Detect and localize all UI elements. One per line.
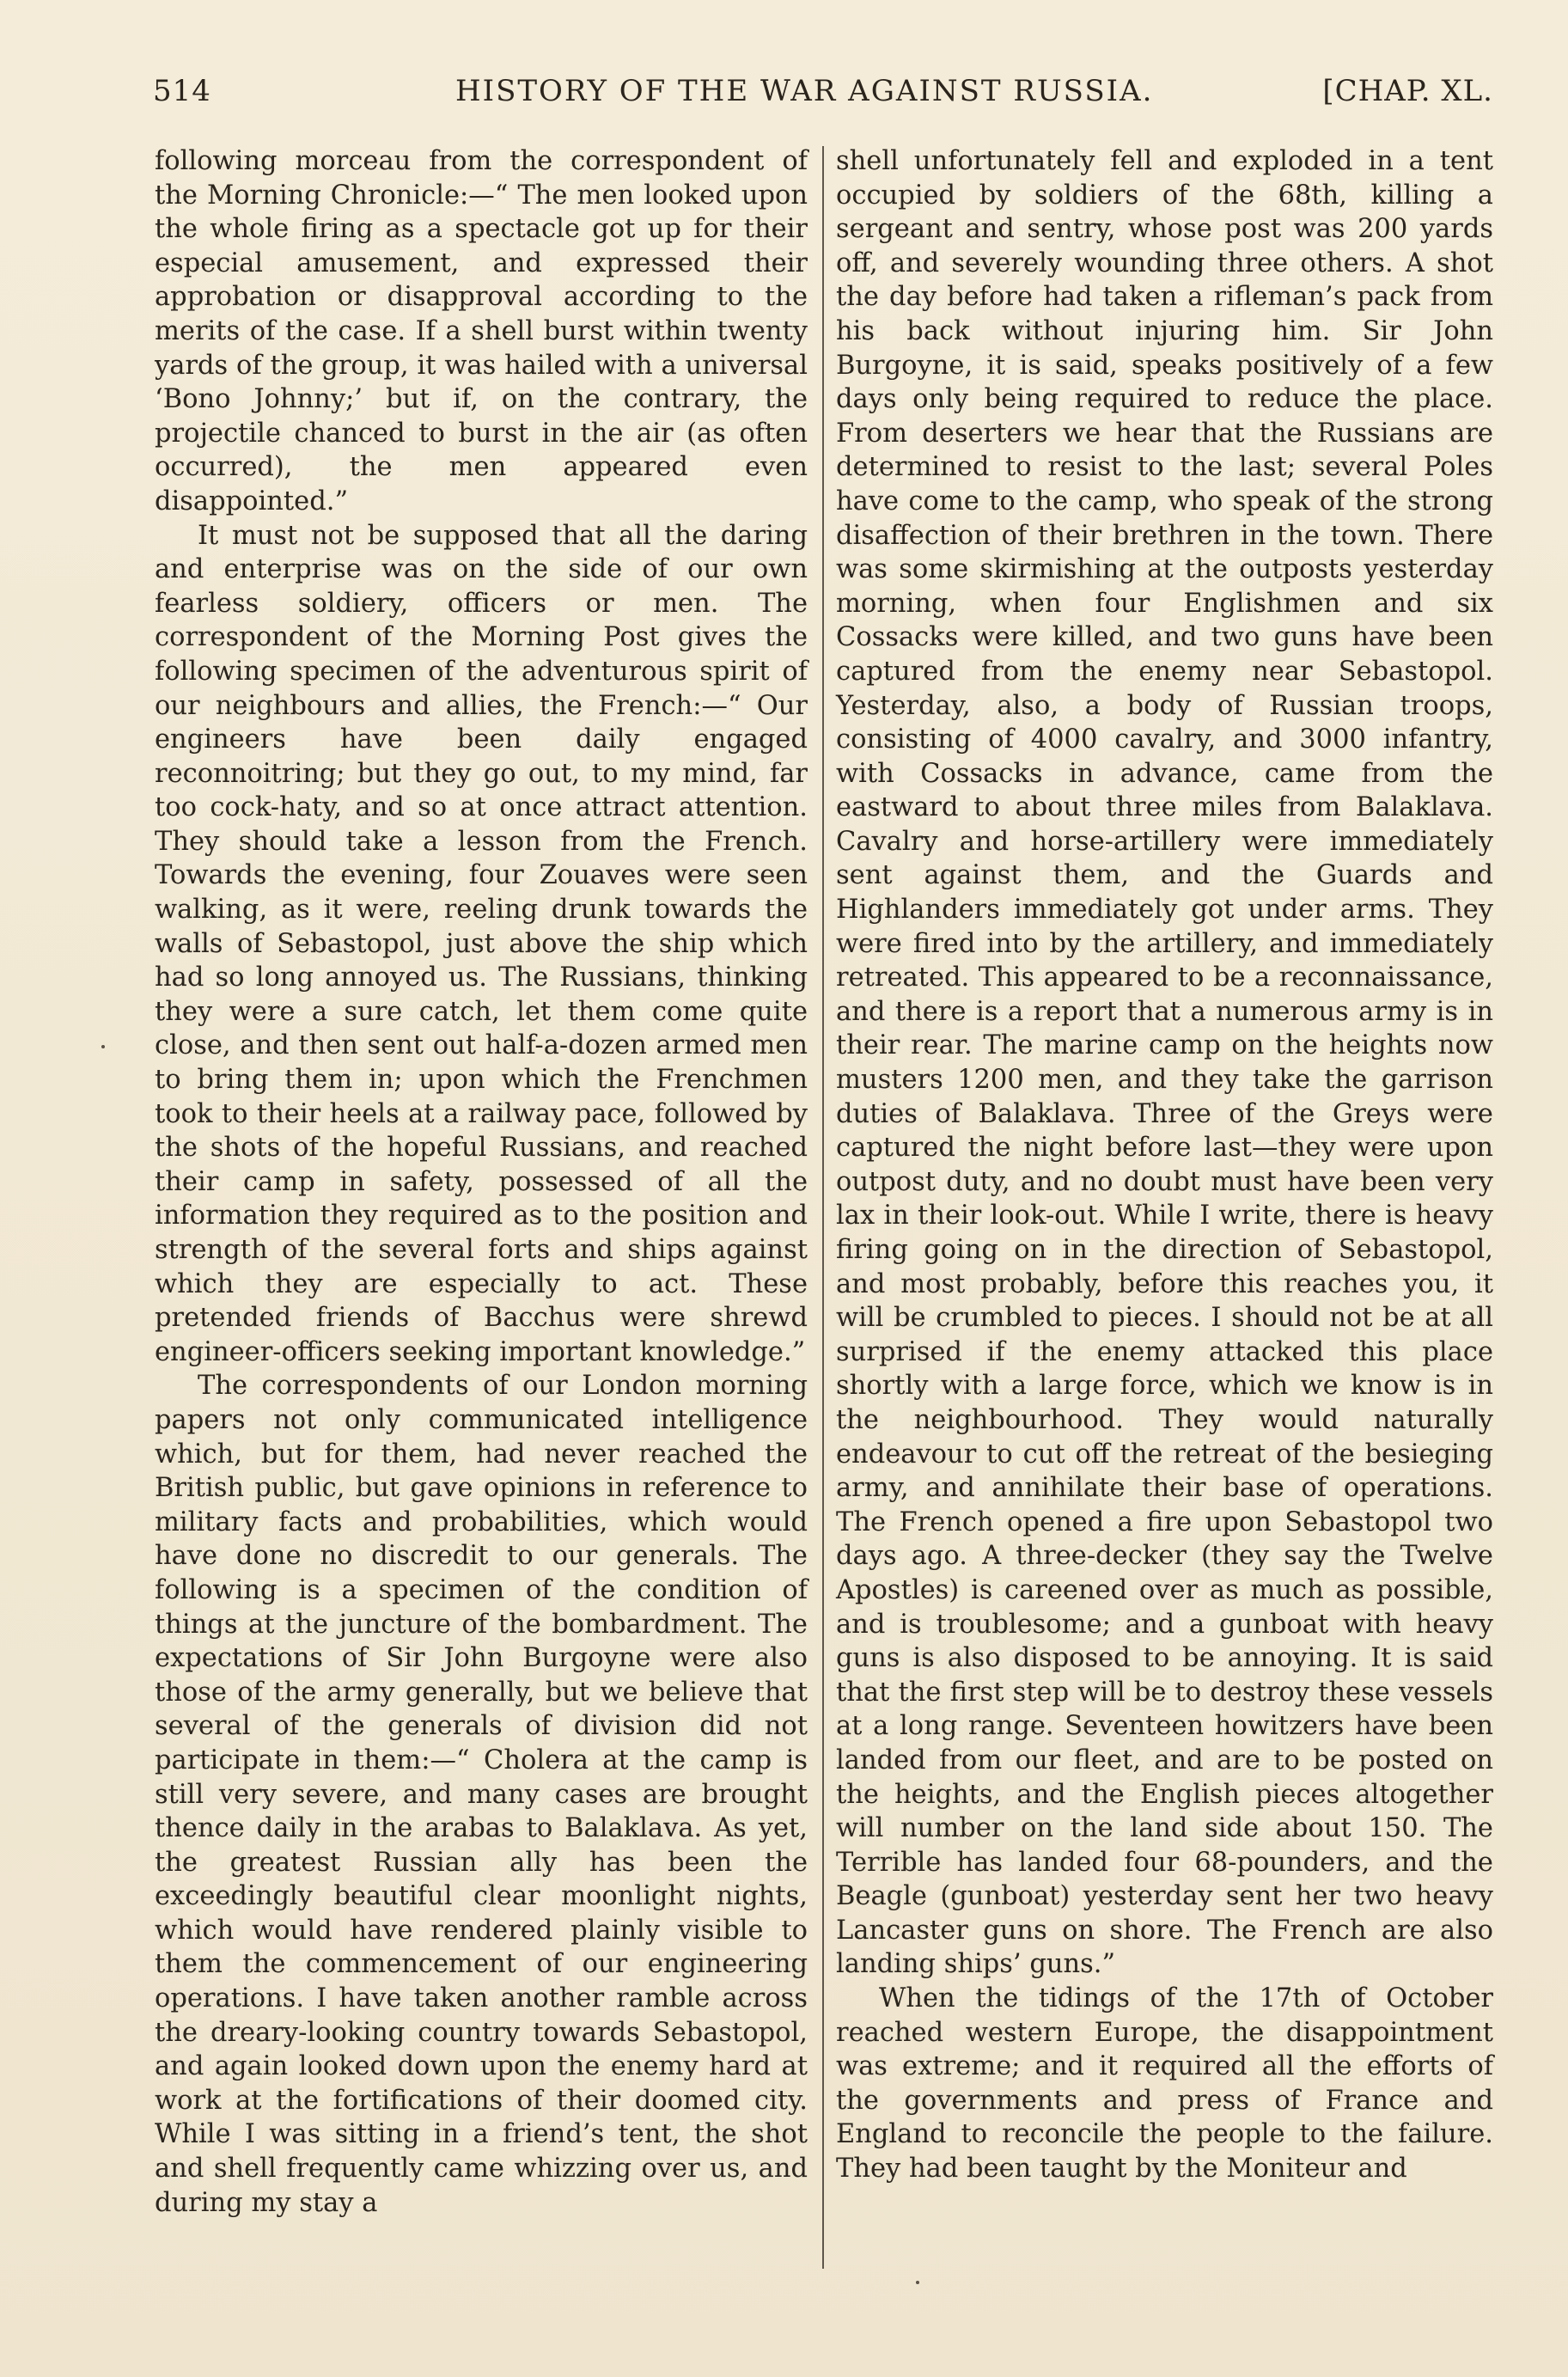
right-column (836, 144, 1493, 2186)
chapter-label: [CHAP. XL. (1322, 74, 1493, 108)
printer-mark (916, 2281, 919, 2284)
paragraph: following morceau from the correspondent of the Morning Chronicle:—“ The men looked upon the whole firing as a spectacle got up for their especial amusement, and expressed their approbation or disapproval according to the merits of the case. If a shell burst within twenty yards of the group, it was hailed with a universal ‘Bono Johnny;’ but if, on the contrary, the projectile chanced to burst in the air (as often occurred), the men appeared even disappointed.” (155, 146, 808, 516)
paragraph: It must not be supposed that all the daring and enterprise was on the side of our own fearless soldiery, officers or men. The correspondent of the Morning Post gives the following specimen of the adventurous spirit of our neighbours and allies, the French:—“ Our engineers have been daily engaged reconnoitring; but they go out, to my mind, far too cock-haty, and so at once attract attention. They should take a lesson from the French. Towards the evening, four Zouaves were seen walking, as it were, reeling drunk towards the walls of Sebastopol, just above the ship which had so long annoyed us. The Russians, thinking they were a sure catch, let them come quite close, and then sent out half-a-dozen armed men to bring them in; upon which the Frenchmen took to their heels at a railway pace, followed by the shots of the hopeful Russians, and reached their camp in safety, possessed of all the information they required as to the position and strength of the several forts and ships against which they are especially to act. These pretended friends of Bacchus were shrewd engineer-officers seeking important knowledge.” (155, 520, 808, 1367)
paragraph: The correspondents of our London morning papers not only communicated intelligence which, but for them, had never reached the British public, but gave opinions in reference to military facts and probabilities, which would have done no discredit to our generals. The following is a specimen of the condition of things at the juncture of the bombardment. The expectations of Sir John Burgoyne were also those of the army generally, but we believe that several of the generals of division did not participate in them:—“ Cholera at the camp is still very severe, and many cases are brought thence daily in the arabas to Balaklava. As yet, the greatest Russian ally has been the exceedingly beautiful clear moonlight nights, which would have rendered plainly visible to them the commencement of our engineering operations. I have taken another ramble across the dreary-looking country towards Sebastopol, and again looked down upon the enemy hard at work at the fortifications of their doomed city. While I was sitting in a friend’s tent, the shot and shell frequently came whizzing over us, and during my stay a (155, 1371, 808, 2218)
left-column (155, 144, 808, 2220)
paragraph: When the tidings of the 17th of October reached western Europe, the disappointment was extreme; and it required all the efforts of the governments and press of France and England to reconcile the people to the failure. They had been taught by the Moniteur and (836, 1983, 1493, 2185)
column-divider (822, 146, 824, 2269)
page-number: 514 (153, 74, 211, 108)
running-header (153, 74, 1493, 117)
running-title: HISTORY OF THE WAR AGAINST RUSSIA. (455, 74, 1154, 108)
printer-mark (101, 1045, 105, 1048)
paragraph: shell unfortunately fell and exploded in a tent occupied by soldiers of the 68th, killing a sergeant and sentry, whose post was 200 yards off, and severely wounding three others. A shot the day before had taken a rifleman’s pack from his back without injuring him. Sir John Burgoyne, it is said, speaks positively of a few days only being required to reduce the place. From deserters we hear that the Russians are determined to resist to the last; several Poles have come to the camp, who speak of the strong disaffection of their brethren in the town. There was some skirmishing at the outposts yesterday morning, when four Englishmen and six Cossacks were killed, and two guns have been captured from the enemy near Sebastopol. Yesterday, also, a body of Russian troops, consisting of 4000 cavalry, and 3000 infantry, with Cossacks in advance, came from the eastward to about three miles from Balaklava. Cavalry and horse-artillery were immediately sent against them, and the Guards and Highlanders immediately got under arms. They were fired into by the artillery, and immediately retreated. This appeared to be a reconnaissance, and there is a report that a numerous army is in their rear. The marine camp on the heights now musters 1200 men, and they take the garrison duties of Balaklava. Three of the Greys were captured the night before last—they were upon outpost duty, and no doubt must have been very lax in their look-out. While I write, there is heavy firing going on in the direction of Sebastopol, and most probably, before this reaches you, it will be crumbled to pieces. I should not be at all surprised if the enemy attacked this place shortly with a large force, which we know is in the neighbourhood. They would naturally endeavour to cut off the retreat of the besieging army, and annihilate their base of operations. The French opened a fire upon Sebastopol two days ago. A three-decker (they say the Twelve Apostles) is careened over as much as possible, and is troublesome; and a gunboat with heavy guns is also disposed to be annoying. It is said that the first step will be to destroy these vessels at a long range. Seventeen howitzers have been landed from our fleet, and are to be posted on the heights, and the English pieces altogether will number on the land side about 150. The Terrible has landed four 68-pounders, and the Beagle (gunboat) yesterday sent her two heavy Lancaster guns on shore. The French are also landing ships’ guns.” (836, 146, 1493, 1980)
